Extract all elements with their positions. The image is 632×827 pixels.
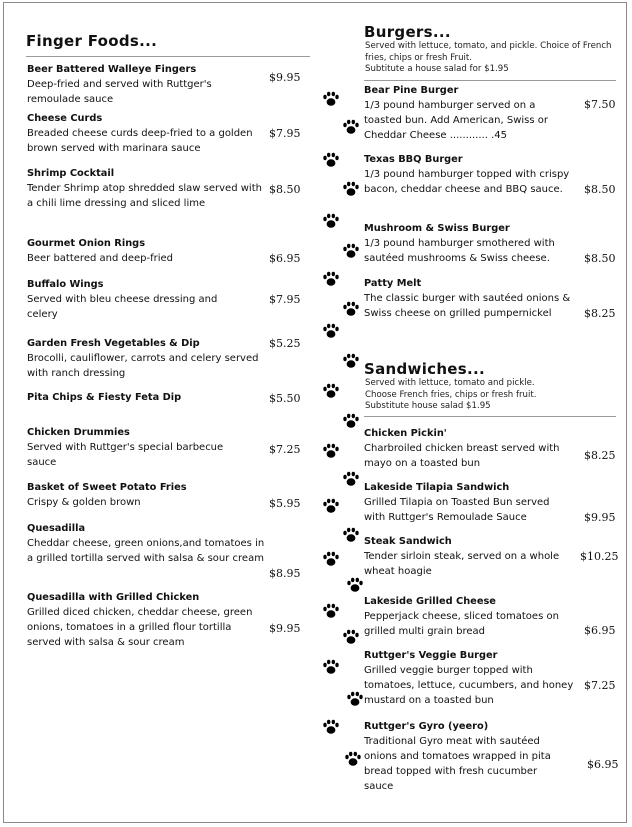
item-desc: Tender Shrimp atop shredded slaw served with a chili lime dressing and sliced lime: [27, 183, 262, 209]
item-desc: 1/3 pound hamburger smothered with sautéed mushrooms & Swiss cheese.: [364, 238, 555, 264]
menu-item: [27, 237, 265, 266]
paw-print-icon: [344, 751, 362, 767]
menu-item: [364, 720, 564, 794]
sandwiches-note-salad: Substitute house salad $1.95: [365, 401, 491, 411]
item-desc: The classic burger with sautéed onions & Swiss cheese on grilled pumpernickel: [364, 293, 571, 319]
item-name: Quesadilla: [27, 523, 86, 534]
paw-print-icon: [322, 271, 340, 287]
sandwiches-rule: [364, 416, 616, 417]
item-desc: Served with bleu cheese dressing and celery: [27, 294, 218, 320]
menu-item: [364, 595, 564, 639]
menu-item: [27, 167, 265, 211]
item-price: $9.95: [269, 622, 301, 635]
paw-print-icon: [342, 413, 360, 429]
item-name: Steak Sandwich: [364, 536, 452, 547]
burgers-note: Served with lettuce, tomato, and pickle. Choice of French fries, chips or fresh Fruit.: [365, 41, 612, 63]
menu-item: [27, 481, 265, 510]
item-name: Texas BBQ Burger: [364, 154, 463, 165]
item-price: $8.25: [584, 307, 616, 320]
paw-print-icon: [342, 629, 360, 645]
paw-print-icon: [346, 577, 364, 593]
item-desc: Pepperjack cheese, sliced tomatoes on grilled multi grain bread: [364, 611, 559, 637]
menu-item: [27, 278, 227, 322]
item-name: Chicken Pickin': [364, 428, 447, 439]
paw-print-icon: [322, 91, 340, 107]
item-desc: Beer battered and deep-fried: [27, 253, 174, 264]
menu-item: [27, 337, 265, 381]
item-price: $8.25: [584, 449, 616, 462]
item-price: $6.95: [584, 624, 616, 637]
paw-print-icon: [342, 243, 360, 259]
item-price: $6.95: [587, 758, 619, 771]
item-name: Pita Chips & Fiesty Feta Dip: [27, 392, 182, 403]
item-name: Basket of Sweet Potato Fries: [27, 482, 187, 493]
item-price: $10.25: [580, 550, 619, 563]
item-desc: Tender sirloin steak, served on a whole wheat hoagie: [364, 551, 560, 577]
item-price: $8.50: [269, 183, 301, 196]
paw-print-icon: [322, 659, 340, 675]
menu-item: [27, 591, 267, 650]
sandwiches-title: Sandwiches...: [364, 360, 486, 378]
paw-print-icon: [346, 691, 364, 707]
menu-item: [27, 426, 227, 470]
menu-item: [364, 427, 564, 471]
item-desc: 1/3 pound hamburger topped with crispy bacon, cheddar cheese and BBQ sauce.: [364, 169, 570, 195]
burgers-rule: [364, 80, 616, 81]
item-price: $7.50: [584, 98, 616, 111]
item-name: Mushroom & Swiss Burger: [364, 223, 510, 234]
paw-print-icon: [322, 719, 340, 735]
paw-print-icon: [322, 213, 340, 229]
item-name: Lakeside Grilled Cheese: [364, 596, 496, 607]
item-desc: Grilled Tilapia on Toasted Bun served with Ruttger's Remoulade Sauce: [364, 497, 550, 523]
item-desc: Grilled veggie burger topped with tomatoes, lettuce, cucumbers, and honey mustard on a toasted bun: [364, 665, 574, 706]
paw-print-icon: [322, 152, 340, 168]
item-desc: Charbroiled chicken breast served with mayo on a toasted bun: [364, 443, 560, 469]
item-price: $8.50: [584, 252, 616, 265]
item-price: $5.50: [269, 392, 301, 405]
item-price: $5.25: [269, 337, 301, 350]
item-desc: Brocolli, cauliflower, carrots and celery served with ranch dressing: [27, 353, 259, 379]
menu-item: [364, 222, 564, 266]
item-name: Gourmet Onion Rings: [27, 238, 146, 249]
item-name: Patty Melt: [364, 278, 422, 289]
menu-item: [364, 277, 574, 321]
paw-print-icon: [342, 181, 360, 197]
paw-print-icon: [342, 301, 360, 317]
menu-item: [27, 63, 265, 107]
item-name: Cheese Curds: [27, 113, 103, 124]
item-desc: Cheddar cheese, green onions,and tomatoes in a grilled tortilla served with salsa & sour cream: [27, 538, 265, 564]
item-name: Buffalo Wings: [27, 279, 104, 290]
paw-print-icon: [322, 603, 340, 619]
item-price: $9.95: [269, 71, 301, 84]
item-desc: Grilled diced chicken, cheddar cheese, green onions, tomatoes in a grilled flour tortilla served with salsa & sour cream: [27, 607, 253, 648]
item-name: Lakeside Tilapia Sandwich: [364, 482, 510, 493]
paw-print-icon: [322, 498, 340, 514]
item-name: Quesadilla with Grilled Chicken: [27, 592, 200, 603]
item-price: $8.95: [269, 567, 301, 580]
item-desc: Deep-fried and served with Ruttger's remoulade sauce: [27, 79, 212, 105]
menu-item: [27, 112, 265, 156]
item-name: Chicken Drummies: [27, 427, 130, 438]
item-desc: Breaded cheese curds deep-fried to a golden brown served with marinara sauce: [27, 128, 253, 154]
item-price: $5.95: [269, 497, 301, 510]
item-name: Bear Pine Burger: [364, 85, 459, 96]
menu-item: [364, 84, 564, 143]
item-desc: Served with Ruttger's special barbecue sauce: [27, 442, 224, 468]
item-price: $9.95: [584, 511, 616, 524]
burgers-note-salad: Subtitute a house salad for $1.95: [365, 64, 509, 74]
paw-print-icon: [322, 383, 340, 399]
item-desc: Crispy & golden brown: [27, 497, 141, 508]
item-name: Garden Fresh Vegetables & Dip: [27, 338, 200, 349]
paw-print-icon: [322, 551, 340, 567]
item-name: Ruttger's Veggie Burger: [364, 650, 498, 661]
item-name: Shrimp Cocktail: [27, 168, 115, 179]
paw-print-icon: [322, 323, 340, 339]
item-price: $7.25: [269, 443, 301, 456]
finger-foods-rule: [26, 56, 310, 57]
menu-page: [3, 2, 627, 823]
item-price: $6.95: [269, 252, 301, 265]
item-price: $7.95: [269, 127, 301, 140]
item-name: Ruttger's Gyro (yeero): [364, 721, 489, 732]
item-price: $7.95: [269, 293, 301, 306]
paw-print-icon: [342, 353, 360, 369]
paw-print-icon: [342, 527, 360, 543]
item-desc: Traditional Gyro meat with sautéed onions and tomatoes wrapped in pita bread topped with fresh cucumber sauce: [364, 736, 551, 792]
menu-item: [364, 481, 564, 525]
paw-print-icon: [322, 443, 340, 459]
burgers-title: Burgers...: [364, 23, 451, 41]
paw-print-icon: [342, 119, 360, 135]
finger-foods-title: Finger Foods...: [26, 32, 158, 50]
paw-print-icon: [342, 471, 360, 487]
sandwiches-note: Served with lettuce, tomato and pickle. Choose French fries, chips or fresh fruit.: [365, 378, 537, 400]
menu-item: [364, 649, 574, 708]
menu-item: [27, 522, 267, 566]
item-desc: 1/3 pound hamburger served on a toasted bun. Add American, Swiss or Cheddar Cheese ............ .45: [364, 100, 548, 141]
menu-item: [364, 535, 564, 579]
item-price: $8.50: [584, 183, 616, 196]
item-price: $7.25: [584, 679, 616, 692]
item-name: Beer Battered Walleye Fingers: [27, 64, 197, 75]
menu-item: [364, 153, 574, 197]
menu-item: [27, 391, 265, 405]
